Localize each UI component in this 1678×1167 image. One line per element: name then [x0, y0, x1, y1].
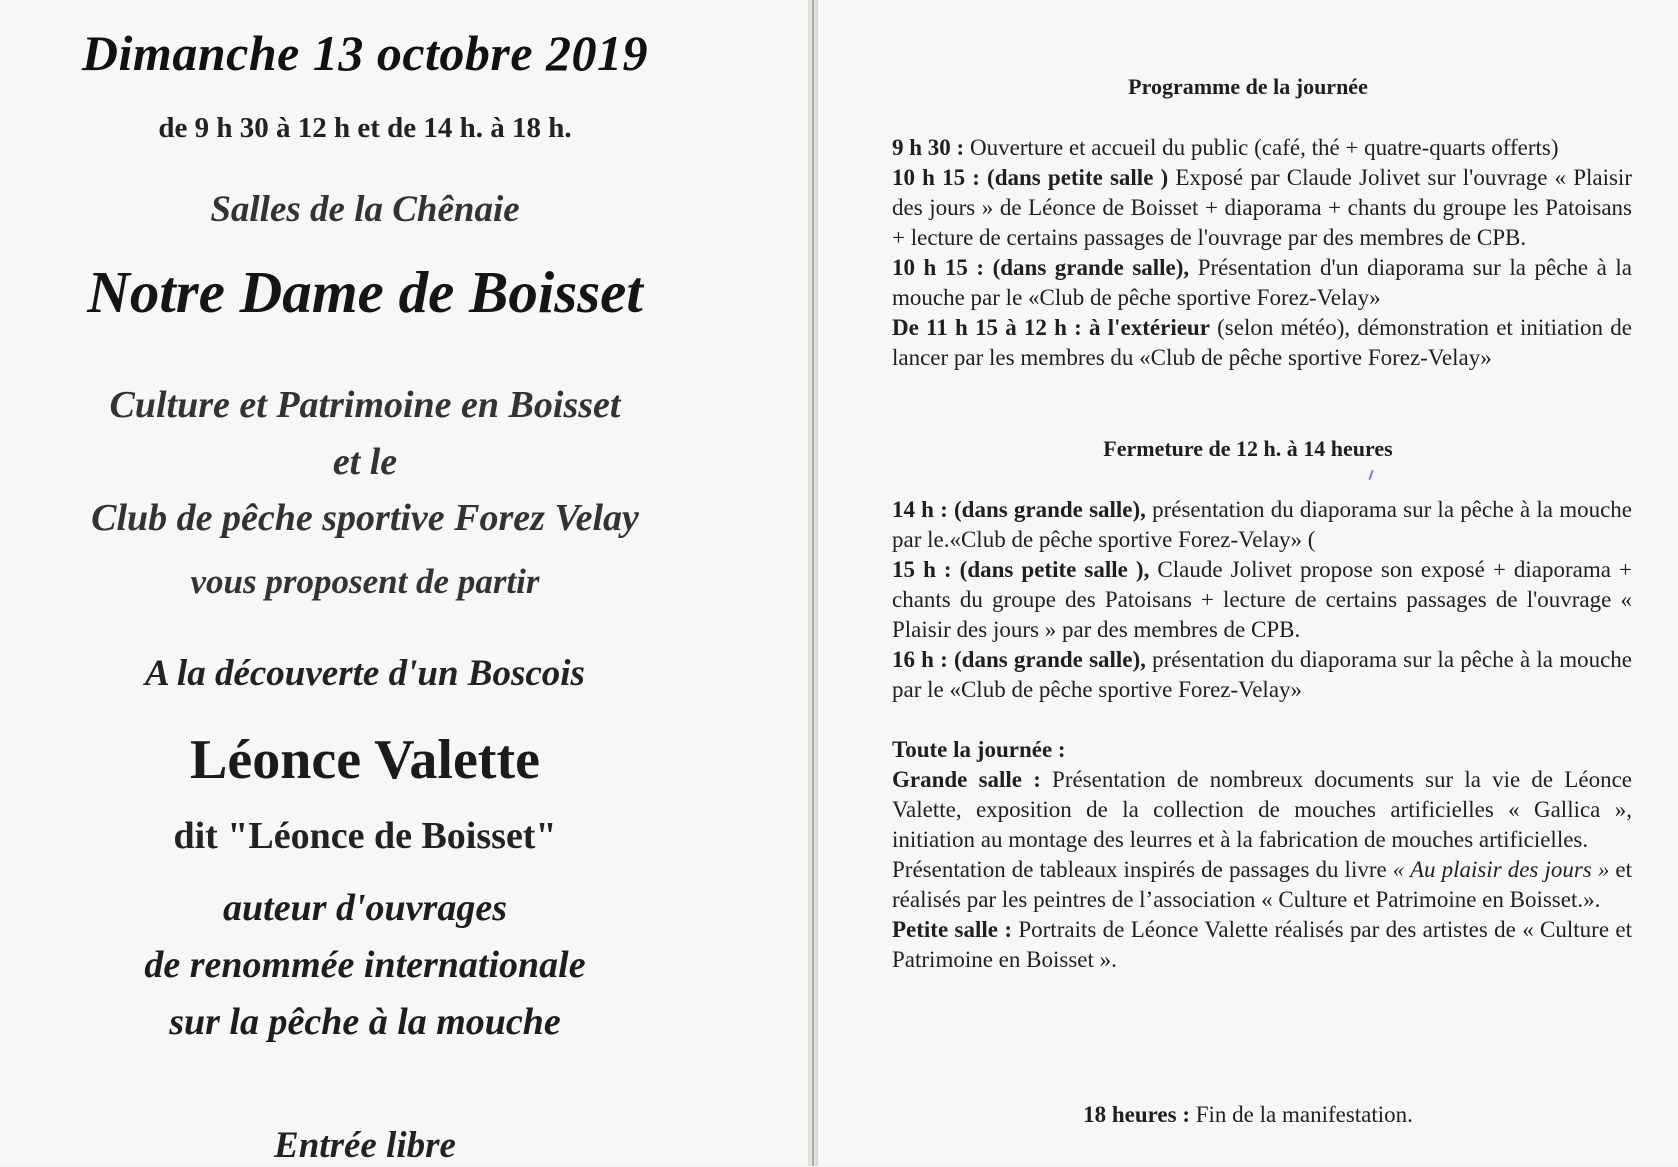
petite-salle-label: Petite salle : — [892, 917, 1012, 942]
afternoon-schedule — [892, 495, 1632, 705]
tableaux-intro: Présentation de tableaux inspirés de passages du livre — [892, 857, 1393, 882]
grande-salle-label: Grande salle : — [892, 767, 1041, 792]
event-town: Notre Dame de Boisset — [87, 259, 643, 325]
works-line-3: sur la pêche à la mouche — [169, 1001, 561, 1043]
schedule-item — [892, 163, 1632, 253]
schedule-text: (selon météo), démonstration et initiation de lancer par les membres du «Club de pêche sportive Forez-Velay» — [892, 315, 1632, 370]
schedule-text: présentation du diaporama sur la pêche à la mouche par le «Club de pêche sportive Forez-Velay» — [892, 647, 1632, 702]
person-name: Léonce Valette — [190, 729, 540, 791]
schedule-item — [892, 313, 1632, 373]
entry-free: Entrée libre — [274, 1125, 456, 1166]
schedule-item — [892, 133, 1632, 163]
schedule-time: De 11 h 15 à 12 h : à l'extérieur — [892, 315, 1210, 340]
allday-section — [892, 735, 1632, 975]
grande-salle-text: Présentation de nombreux documents sur la vie de Léonce Valette, exposition de la collection de mouches artificielles « Gallica », initiation au montage des leurres et à la fabrication de mouches artificielles. — [892, 767, 1632, 852]
event-venue: Salles de la Chênaie — [210, 189, 520, 230]
works-line-2: de renommée internationale — [144, 944, 586, 986]
tableaux-item — [892, 855, 1632, 915]
schedule-item — [892, 645, 1632, 705]
schedule-item — [892, 253, 1632, 313]
schedule-item — [892, 495, 1632, 555]
allday-heading-text: Toute la journée : — [892, 737, 1066, 762]
schedule-text: Ouverture et accueil du public (café, thé + quatre-quarts offerts) — [964, 135, 1559, 160]
schedule-text: Exposé par Claude Jolivet sur l'ouvrage « Plaisir des jours » de Léonce de Boisset + diaporama + chants du groupe les Patoisans + lecture de certains passages de l'ouvrage par des membres de CPB. — [892, 165, 1632, 250]
schedule-text: présentation du diaporama sur la pêche à la mouche par le.«Club de pêche sportive Forez-Velay» ( — [892, 497, 1632, 552]
petite-salle-item — [892, 915, 1632, 975]
end-of-event — [818, 1102, 1678, 1128]
schedule-time: 9 h 30 : — [892, 135, 965, 160]
organizer-2: Club de pêche sportive Forez Velay — [91, 497, 639, 539]
schedule-text: Présentation d'un diaporama sur la pêche à la mouche par le «Club de pêche sportive Forez-Velay» — [892, 255, 1632, 310]
schedule-time: 10 h 15 : (dans grande salle), — [892, 255, 1190, 280]
morning-schedule — [892, 133, 1632, 373]
schedule-time: 10 h 15 : (dans petite salle ) — [892, 165, 1169, 190]
closure-notice: Fermeture de 12 h. à 14 heures — [1103, 436, 1393, 461]
event-hours: de 9 h 30 à 12 h et de 14 h. à 18 h. — [158, 112, 572, 144]
end-time: 18 heures : — [1083, 1102, 1190, 1127]
schedule-text: Claude Jolivet propose son exposé + diaporama + chants du groupe des Patoisans + lecture de certains passages de l'ouvrage « Plaisir des jours » par des membres de CPB. — [892, 557, 1632, 642]
organizer-and: et le — [332, 441, 398, 483]
tableaux-book-title: « Au plaisir des jours » — [1392, 857, 1610, 882]
schedule-item — [892, 555, 1632, 645]
fold-line — [812, 0, 814, 1166]
schedule-time: 15 h : (dans petite salle ), — [892, 557, 1150, 582]
organizer-1: Culture et Patrimoine en Boisset — [109, 384, 621, 426]
schedule-time: 14 h : (dans grande salle), — [892, 497, 1146, 522]
grande-salle-item — [892, 765, 1632, 855]
discovery-line: A la découverte d'un Boscois — [145, 653, 585, 694]
allday-heading — [892, 735, 1632, 765]
schedule-time: 16 h : (dans grande salle), — [892, 647, 1146, 672]
person-alias: dit "Léonce de Boisset" — [173, 815, 557, 857]
petite-salle-text: Portraits de Léonce Valette réalisés par des artistes de « Culture et Patrimoine en Boisset ». — [892, 917, 1632, 972]
tableaux-rest: et réalisés par les peintres de l’association « Culture et Patrimoine en Boisset.». — [892, 857, 1633, 912]
programme-title: Programme de la journée — [1128, 74, 1368, 99]
works-line-1: auteur d'ouvrages — [223, 887, 507, 929]
event-date-title: Dimanche 13 octobre 2019 — [81, 25, 649, 81]
end-text: Fin de la manifestation. — [1189, 1102, 1413, 1127]
propose-line: vous proposent de partir — [190, 562, 540, 601]
